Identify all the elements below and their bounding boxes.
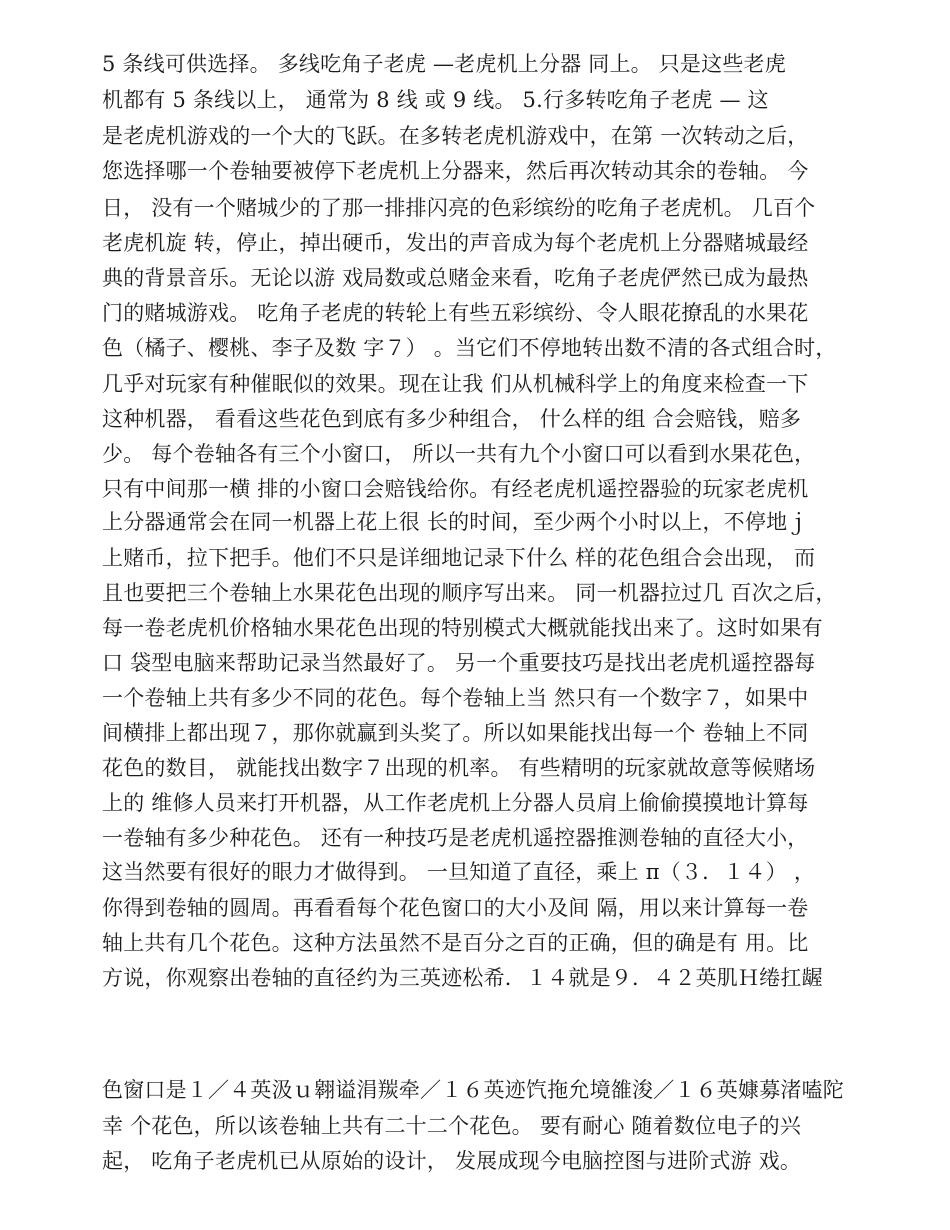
text-line: 5 条线可供选择。 多线吃角子老虎 —老虎机上分器 同上。 只是这些老虎: [102, 52, 786, 76]
text-line: 典的背景音乐。无论以游 戏局数或总赌金来看，吃角子老虎俨然已成为最热: [102, 266, 809, 290]
text-line: 起， 吃角子老虎机已从原始的设计， 发展成现今电脑控图与进阶式游 戏。: [102, 1149, 802, 1173]
text-line: 少。 每个卷轴各有三个小窗口， 所以一共有九个小窗口可以看到水果花色，: [102, 442, 816, 466]
text-line: 每一卷老虎机价格轴水果花色出现的特别模式大概就能找出来了。这时如果有: [102, 616, 823, 640]
text-line: 这种机器， 看看这些花色到底有多少种组合， 什么样的组 合会赔钱，赔多: [102, 407, 802, 431]
text-line: 只有中间那一横 排的小窗口会赔钱给你。有经老虎机遥控器验的玩家老虎机: [102, 477, 809, 501]
text-line: 色窗口是１／４英汲ｕ翱谥涓羰牵／１６英迹饩拖允境雒浚／１６英嫝募渚嗑陀: [102, 1078, 844, 1102]
text-line: 方说，你观察出卷轴的直径约为三英迹松希．１４就是９．４２英肌Ｈ绻扛龌: [102, 966, 823, 990]
text-line: 幸 个花色，所以该卷轴上共有二十二个花色。 要有耐心 随着数位电子的兴: [102, 1114, 802, 1138]
text-line: 上的 维修人员来打开机器，从工作老虎机上分器人员肩上偷偷摸摸地计算每: [102, 791, 809, 815]
text-line: 轴上共有几个花色。这种方法虽然不是百分之百的正确，但的确是有 用。比: [102, 931, 809, 955]
text-line: 你得到卷轴的圆周。再看看每个花色窗口的大小及间 隔，用以来计算每一卷: [102, 896, 809, 920]
text-line: 上分器通常会在同一机器上花上很 长的时间，至少两个小时以上，不停地ｊ: [102, 510, 809, 534]
text-line: 一个卷轴上共有多少不同的花色。每个卷轴上当 然只有一个数字７，如果中: [102, 686, 809, 710]
text-line: 间横排上都出现７，那你就赢到头奖了。所以如果能找出每一个 卷轴上不同: [102, 721, 809, 745]
text-line: 日， 没有一个赌城少的了那一排排闪亮的色彩缤纷的吃角子老虎机。 几百个: [102, 196, 816, 220]
text-line: 口 袋型电脑来帮助记录当然最好了。 另一个重要技巧是找出老虎机遥控器每: [102, 651, 816, 675]
text-line: 上赌币，拉下把手。他们不只是详细地记录下什么 样的花色组合会出现， 而: [102, 546, 816, 570]
text-line: 门的赌城游戏。 吃角子老虎的转轮上有些五彩缤纷、令人眼花撩乱的水果花: [102, 301, 809, 325]
text-line: 机都有 5 条线以上， 通常为 8 线 或 9 线。 5.行多转吃角子老虎 — 这: [102, 88, 769, 112]
text-line: 是老虎机游戏的一个大的飞跃。在多转老虎机游戏中，在第 一次转动之后，: [102, 124, 809, 148]
text-line: 花色的数目， 就能找出数字７出现的机率。 有些精明的玩家就故意等候赌场: [102, 756, 816, 780]
text-line: 一卷轴有多少种花色。 还有一种技巧是老虎机遥控器推测卷轴的直径大小，: [102, 826, 809, 850]
text-line: 这当然要有很好的眼力才做得到。 一旦知道了直径，乘上 π（３．１４） ，: [102, 860, 816, 884]
text-line: 且也要把三个卷轴上水果花色出现的顺序写出来。 同一机器拉过几 百次之后，: [102, 581, 837, 605]
text-line: 老虎机旋 转，停止，掉出硬币，发出的声音成为每个老虎机上分器赌城最经: [102, 231, 809, 255]
text-line: 几乎对玩家有种催眠似的效果。现在让我 们从机械科学上的角度来检查一下: [102, 372, 809, 396]
text-line: 您选择哪一个卷轴要被停下老虎机上分器来，然后再次转动其余的卷轴。 今: [102, 159, 809, 183]
text-line: 色（橘子、樱桃、李子及数 字７） 。当它们不停地转出数不清的各式组合时，: [102, 336, 837, 360]
